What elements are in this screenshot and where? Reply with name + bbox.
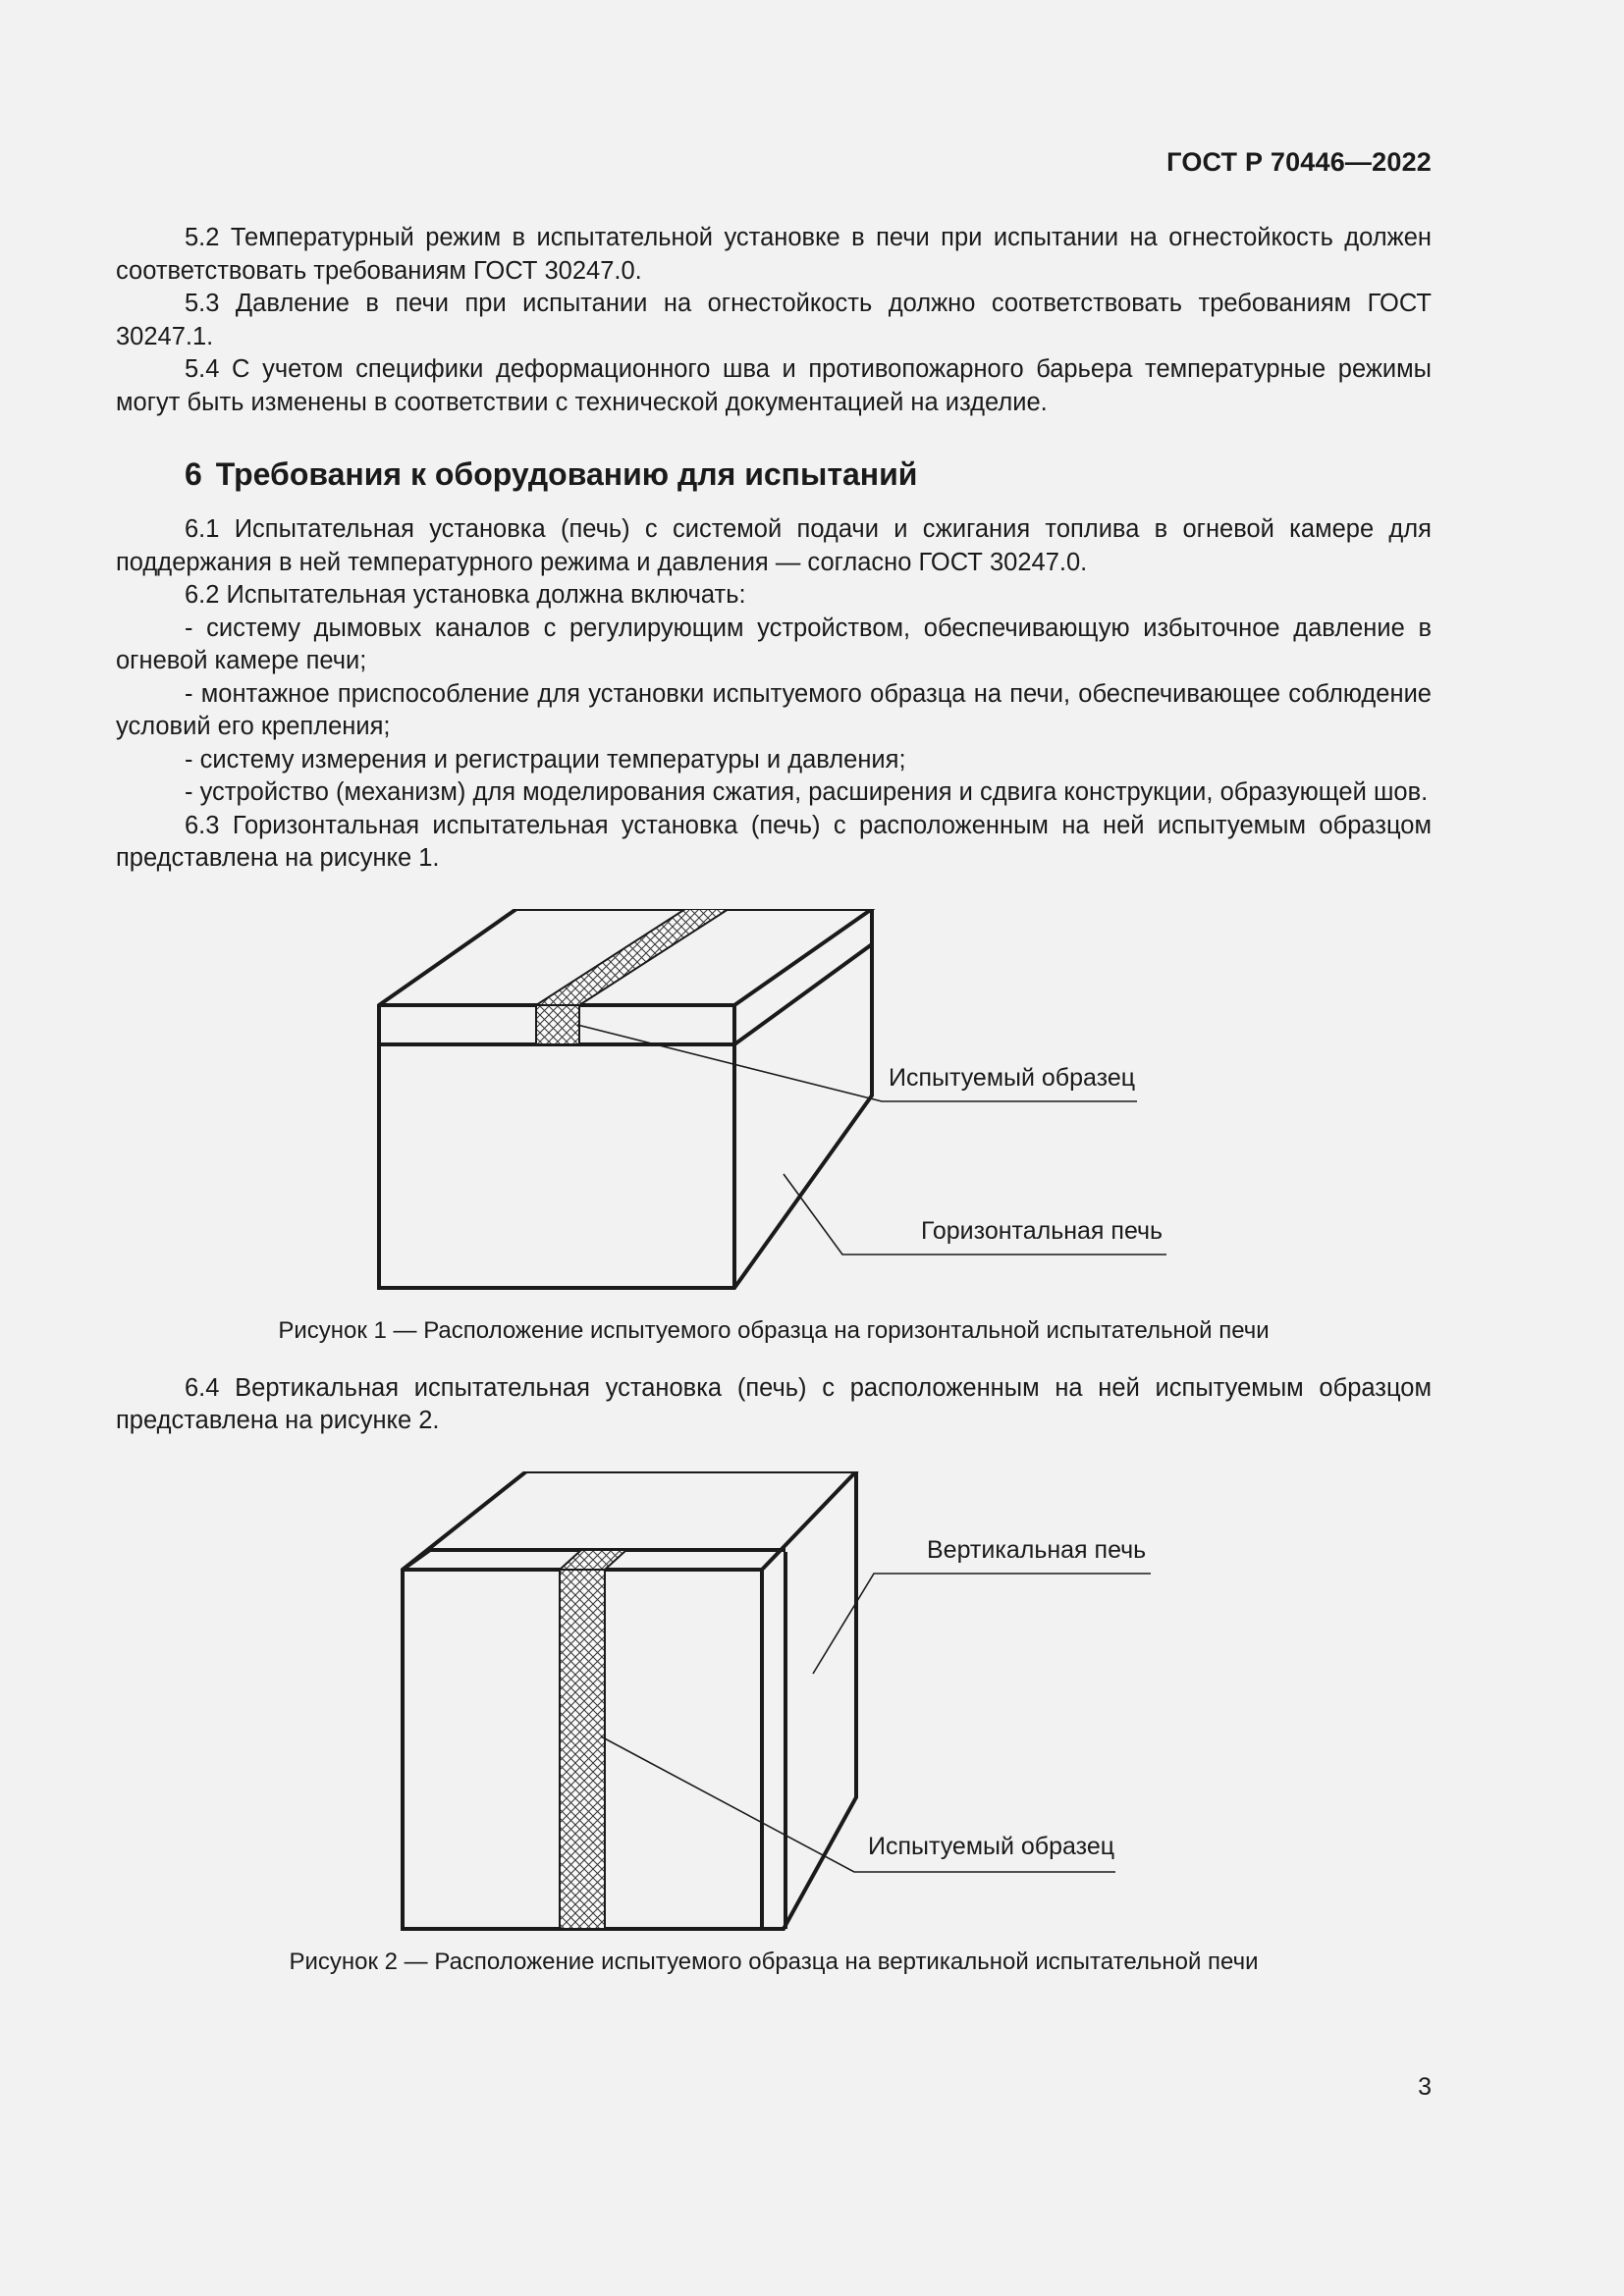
sample-strip-front xyxy=(536,1005,579,1044)
document-code-header: ГОСТ Р 70446—2022 xyxy=(1166,147,1432,177)
label-furnace-fig2: Вертикальная печь xyxy=(927,1535,1147,1564)
list-item-mounting-device: - монтажное приспособление для установки испытуемого образца на печи, обеспечивающее соблюдение условий его крепления; xyxy=(116,679,1432,740)
list-item-measurement-system: - систему измерения и регистрации температуры и давления; xyxy=(185,745,906,774)
label-sample-fig1: Испытуемый образец xyxy=(889,1063,1136,1092)
figure-1 xyxy=(116,909,1432,1302)
paragraph-6-1: 6.1 Испытательная установка (печь) с системой подачи и сжигания топлива в огневой камере для поддержания в ней температурного режима и давления — согласно ГОСТ 30247.0. xyxy=(116,515,1432,576)
furnace-box-outline xyxy=(403,1471,856,1929)
sample-strip-top xyxy=(536,909,729,1005)
figure-1-caption: Рисунок 1 — Расположение испытуемого образца на горизонтальной испытательной печи xyxy=(278,1316,1270,1344)
section-6-heading xyxy=(185,454,1432,494)
sample-strip-front xyxy=(560,1570,605,1929)
paragraph-6-2: 6.2 Испытательная установка должна включать: xyxy=(185,581,746,609)
label-sample-fig2: Испытуемый образец xyxy=(868,1832,1115,1860)
leader-line-furnace xyxy=(813,1574,1151,1674)
page-number: 3 xyxy=(1418,2073,1432,2101)
furnace-top-frame-side xyxy=(403,1550,430,1570)
paragraph-5-2: 5.2 Температурный режим в испытательной установке в печи при испытании на огнестойкость должен соответствовать требованиям ГОСТ 30247.0. xyxy=(116,224,1432,285)
figure-1-drawing xyxy=(116,909,1432,1302)
paragraph-5-4: 5.4 С учетом специфики деформационного шва и противопожарного барьера температурные режимы могут быть изменены в соответствии с технической документацией на изделие. xyxy=(116,355,1432,416)
label-furnace-fig1: Горизонтальная печь xyxy=(921,1216,1164,1245)
figure-2-caption: Рисунок 2 — Расположение испытуемого образца на вертикальной испытательной печи xyxy=(289,1948,1259,1975)
section-title: Требования к оборудованию для испытаний xyxy=(215,456,918,492)
paragraph-5-3: 5.3 Давление в печи при испытании на огнестойкость должно соответствовать требованиям ГОСТ 30247.1. xyxy=(116,290,1432,350)
paragraph-6-4: 6.4 Вертикальная испытательная установка (печь) с расположенным на ней испытуемым образцом представлена на рисунке 2. xyxy=(116,1373,1432,1434)
figure-2-drawing xyxy=(116,1471,1432,1943)
figure-2 xyxy=(116,1471,1432,1943)
paragraph-6-3: 6.3 Горизонтальная испытательная установка (печь) с расположенным на ней испытуемым образцом представлена на рисунке 1. xyxy=(116,811,1432,872)
page-content xyxy=(116,222,1432,1978)
list-item-smoke-channels: - систему дымовых каналов с регулирующим устройством, обеспечивающую избыточное давление в огневой камере печи; xyxy=(116,614,1432,674)
sample-strip-top xyxy=(560,1550,626,1570)
section-number: 6 xyxy=(185,456,202,492)
list-item-modelling-device: - устройство (механизм) для моделирования сжатия, расширения и сдвига конструкции, образующей шов. xyxy=(185,778,1429,806)
